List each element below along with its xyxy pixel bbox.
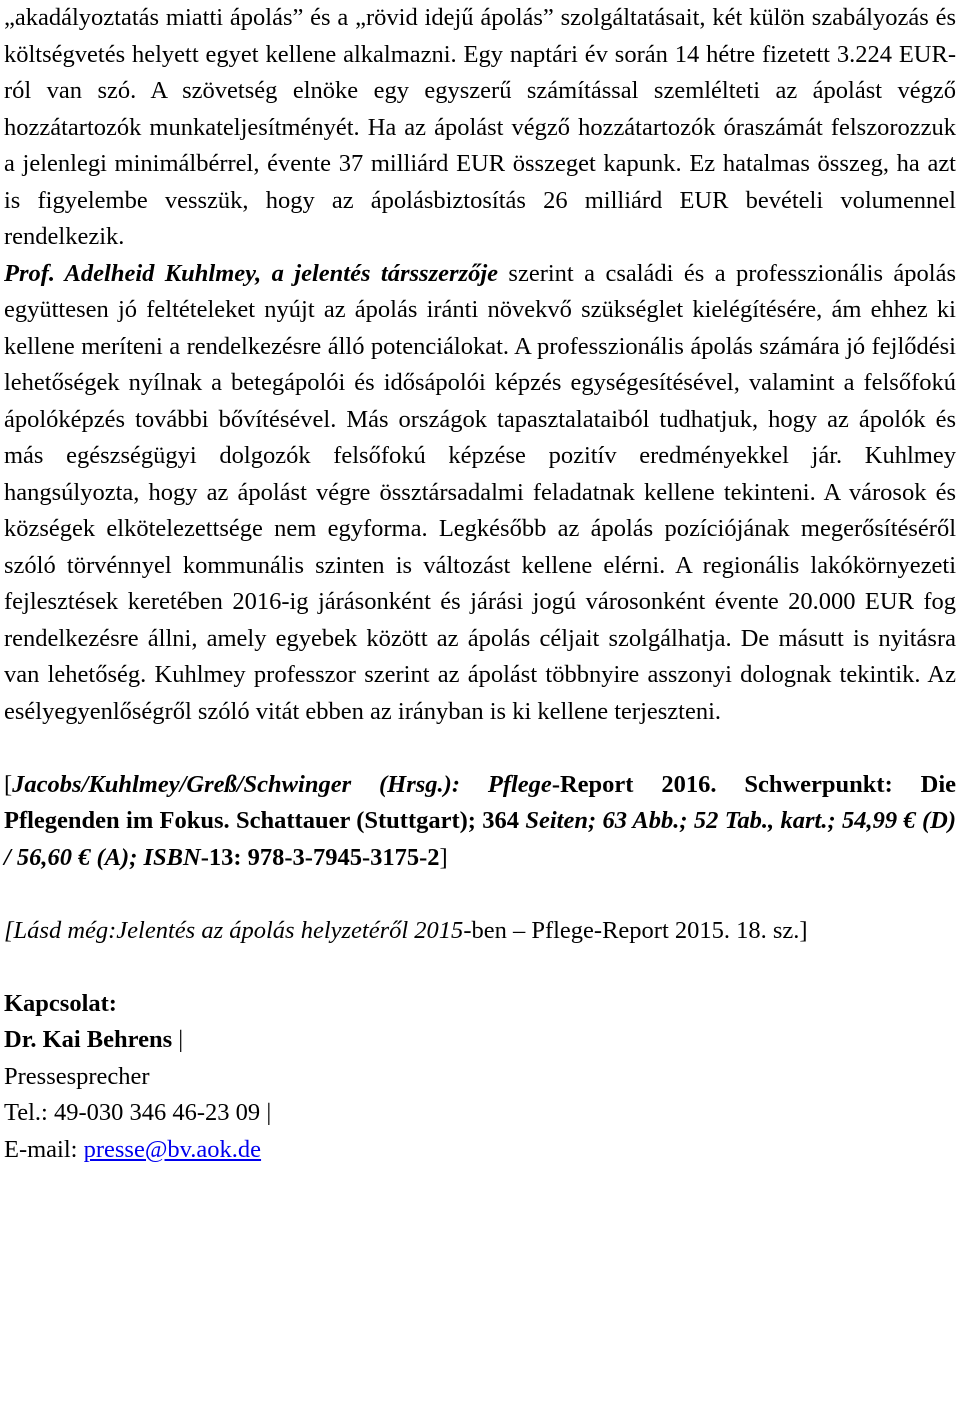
article-paragraph-1b: A szövetség elnöke egy egyszerű számítással szemlélteti az ápolást végző hozzátartozók munkateljesítményét. Ha az ápolást végző hozzátartozók óraszámát felszorozzuk a jelenlegi minimálbérrel, évente 37 milliárd EUR összeget kapunk. Ez hatalmas összeg, ha azt is figyelembe vesszük, hogy az ápolásbiztosítás 26 milliárd EUR bevételi volumennel rendelkezik. — [4, 77, 957, 250]
contact-role: Pressesprecher — [4, 1062, 150, 1090]
contact-name-separator: | — [172, 1026, 184, 1053]
article-paragraph-1a: „akadályoztatás miatti ápolás” és a „rövid idejű ápolás” szolgáltatásait, két külön szabályozás és költségvetés helyett egyet kellene alkalmazni. Egy naptári év során 14 hétre fizetett 3.224 EUR-ról van szó. — [4, 4, 956, 104]
contact-phone-separator: | — [260, 1099, 272, 1126]
contact-phone: Tel.: 49-030 346 46-23 09 — [4, 1099, 261, 1126]
spacer — [4, 730, 956, 767]
see-also-note — [4, 913, 956, 950]
reference-open-bracket: [ — [4, 770, 13, 798]
reference-details: Seiten; 63 Abb.; 52 Tab., kart.; 54,99 € (D) / 56,60 € (A); ISBN — [4, 807, 956, 871]
reference-title: -Report 2016. Schwerpunkt: Die Pflegenden im Fokus. Schattauer (Stuttgart); 364 — [4, 770, 956, 834]
spacer — [4, 876, 956, 913]
contact-block — [4, 986, 956, 1169]
article-paragraph-2-text: szerint a családi és a professzionális ápolás együttesen jó feltételeket nyújt az ápolás iránti növekvő szükséglet kielégítésére, ám ehhez ki kellene meríteni a rendelkezésre álló potenciálokat. A professzionális ápolás számára jó fejlődési lehetőségek nyílnak a betegápolói és idősápolói képzés egységesítésével, valamint a felsőfokú ápolóképzés további bővítésével. Más országok tapasztalataiból tudhatjuk, hogy az ápolók és más egészségügyi dolgozók felsőfokú képzése pozitív eredményekkel jár. Kuhlmey hangsúlyozta, hogy az ápolást végre össztársadalmi feladatnak kellene tekinteni. A városok és községek elkötelezettsége nem egyforma. Legkésőbb az ápolás pozíciójának megerősítéséről szóló törvénnyel kommunális szinten is változást kellene elérni. A regionális lakókörnyezeti fejlesztések keretében 2016-ig járásonként és járási jogú városonként évente 20.000 EUR fog rendelkezésre állni, amely egyebek között az ápolás céljait szolgálhatja. De másutt is nyitásra van lehetőség. Kuhlmey professzor szerint az ápolást többnyire asszonyi dolognak tekintik. Az esélyegyenlőségről szóló vitát ebben az irányban is ki kellene terjeszteni. — [4, 259, 956, 725]
author-credit: Prof. Adelheid Kuhlmey, a jelentés társszerzője — [4, 259, 499, 287]
reference-close-bracket: ] — [439, 843, 448, 871]
article-paragraph-1 — [4, 0, 956, 256]
see-also-rest: -ben – Pflege-Report 2015. 18. sz.] — [463, 916, 808, 944]
book-reference — [4, 767, 956, 877]
contact-phone-line — [4, 1095, 956, 1132]
contact-email-label: E-mail: — [4, 1135, 84, 1163]
contact-name-line — [4, 1022, 956, 1059]
document-page — [4, 0, 956, 1168]
contact-email-link[interactable]: presse@bv.aok.de — [83, 1135, 262, 1163]
contact-heading: Kapcsolat: — [4, 989, 117, 1017]
contact-email-line — [4, 1132, 956, 1169]
reference-isbn: -13: 978-3-7945-3175-2 — [200, 843, 440, 871]
see-also-italic: [Lásd még:Jelentés az ápolás helyzetéről 2015 — [4, 916, 464, 944]
contact-name: Dr. Kai Behrens — [4, 1026, 173, 1053]
article-paragraph-2 — [4, 256, 956, 731]
spacer — [4, 949, 956, 986]
reference-editors: Jacobs/Kuhlmey/Greß/Schwinger (Hrsg.): Pflege — [12, 770, 552, 798]
